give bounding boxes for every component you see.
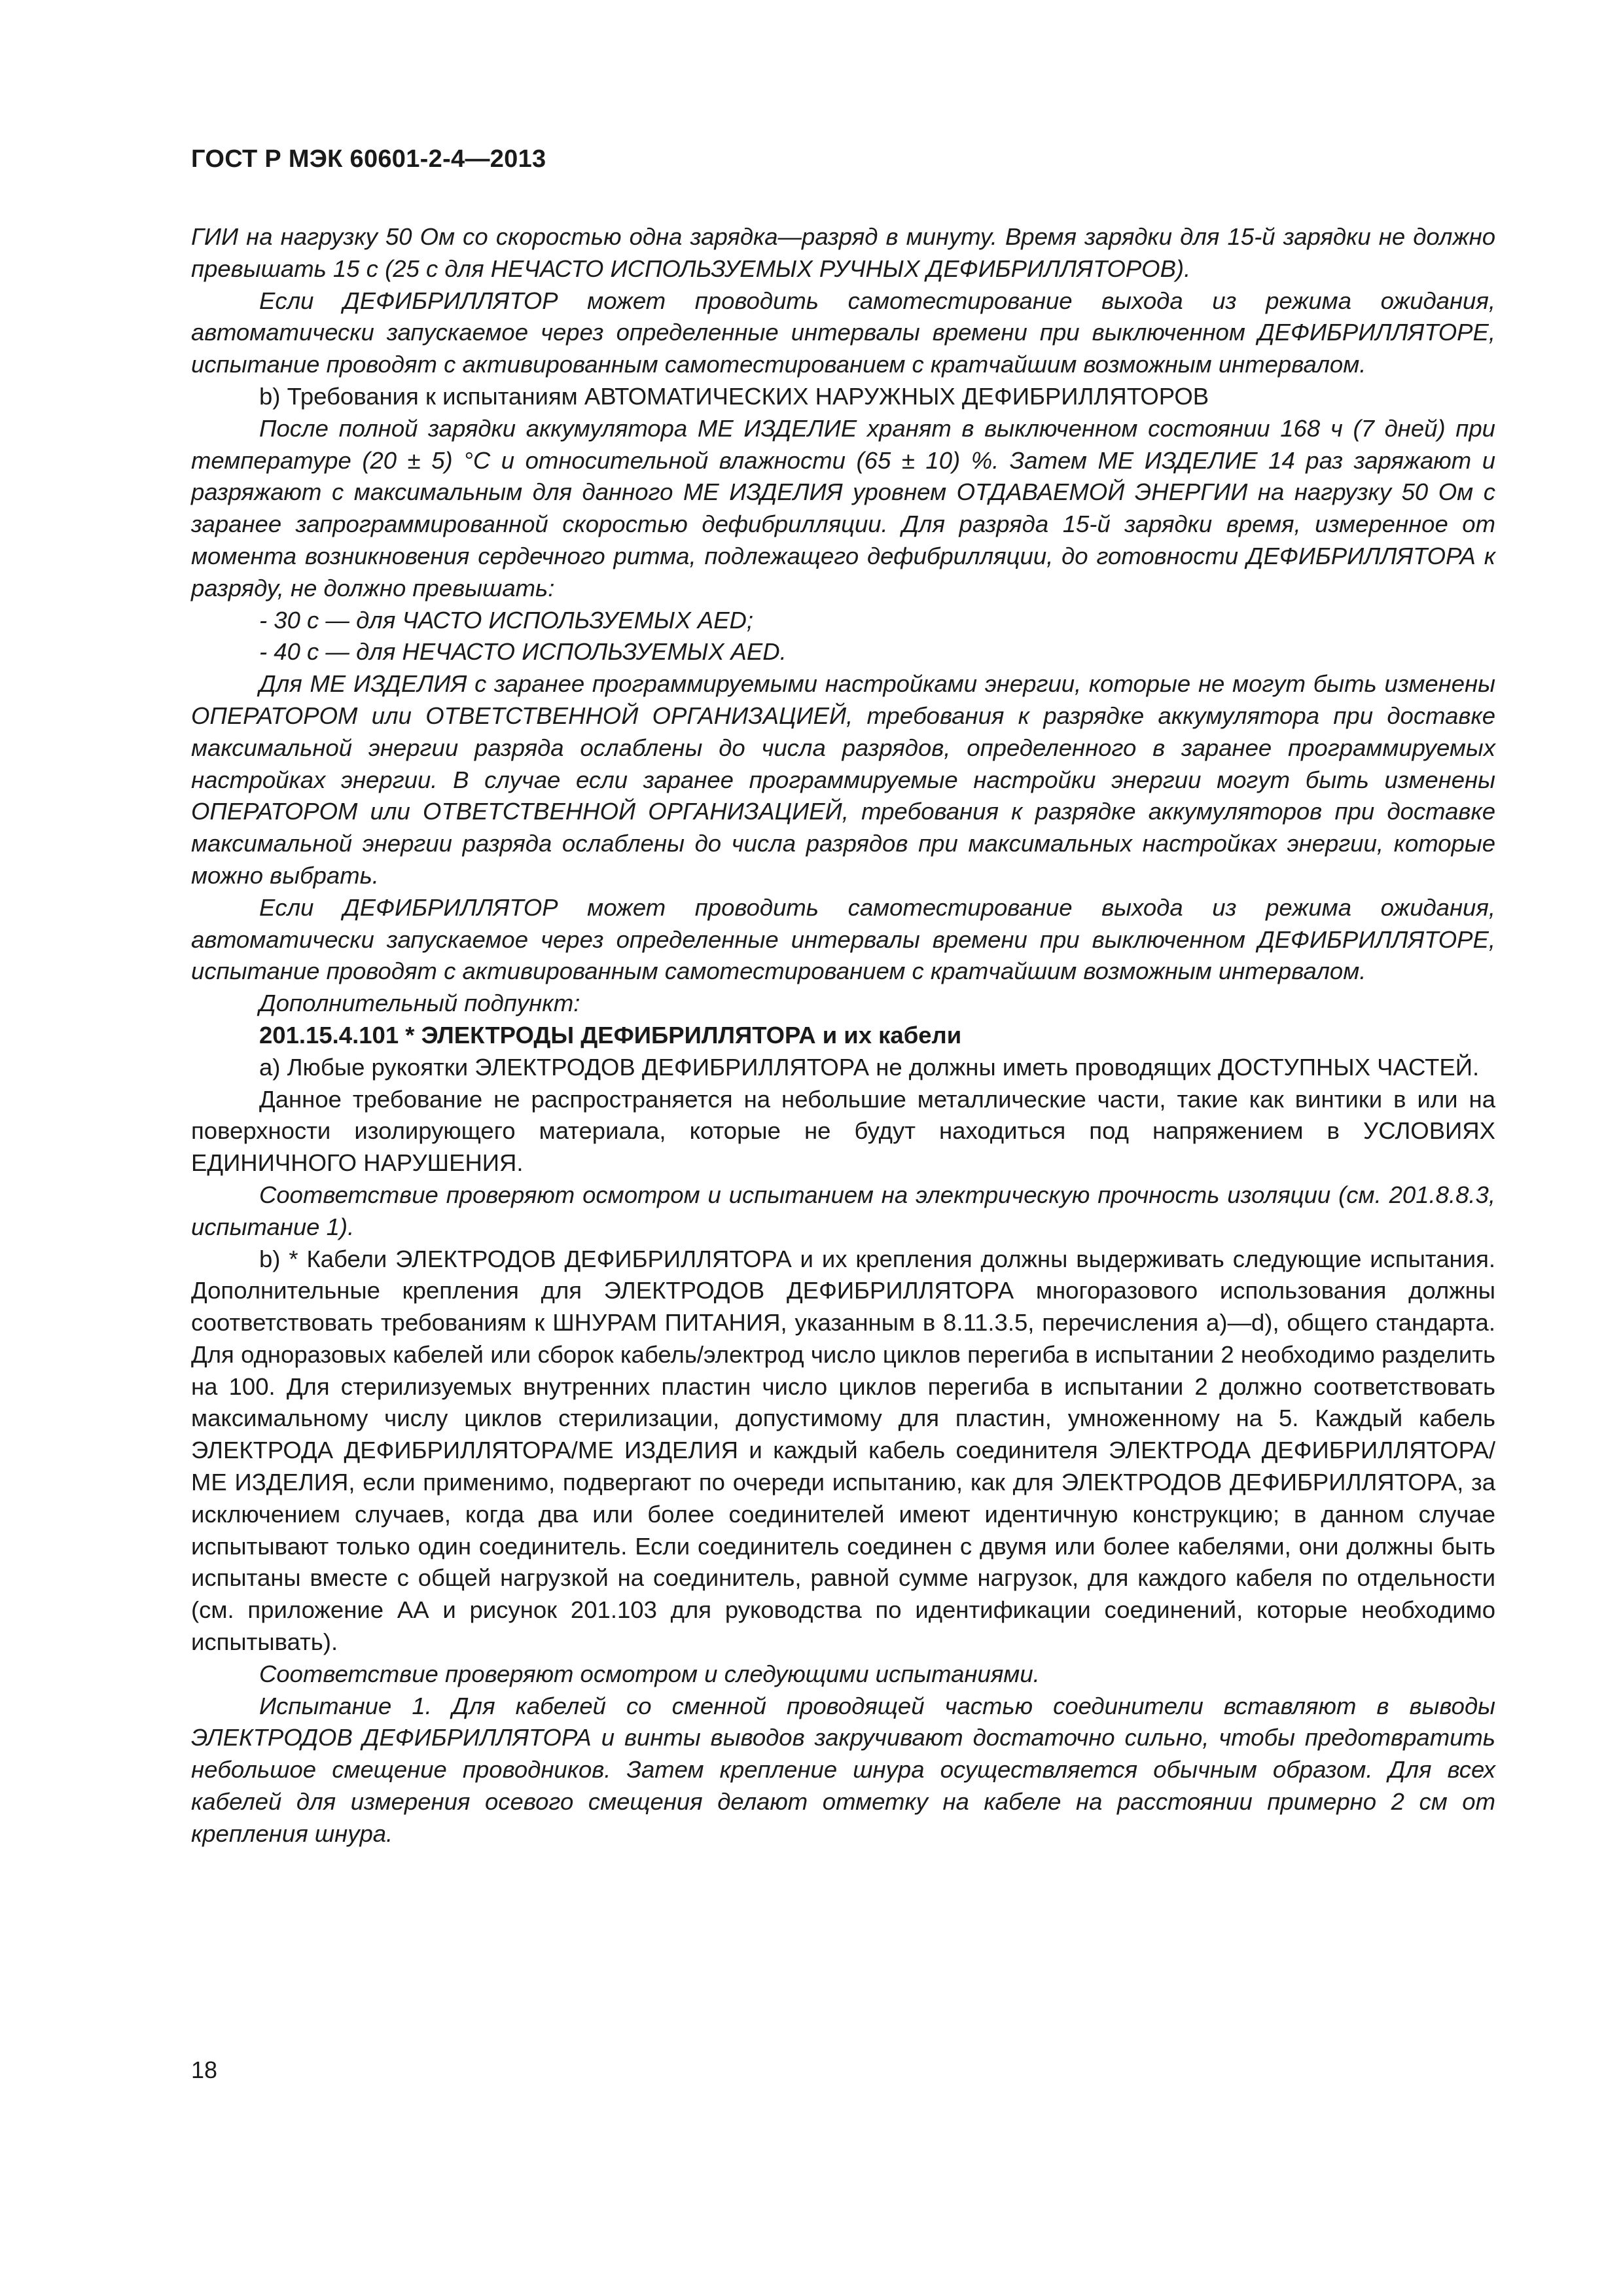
paragraph-self-test-manual: Если ДЕФИБРИЛЛЯТОР может проводить самотестирование выхода из режима ожидания, автоматически запускаемое через определенные интервалы времени при выключенном ДЕФИБРИЛЛЯТОРЕ, испытание проводят с активированным самотестированием с кратчайшим возможным интервалом.: [191, 287, 1495, 378]
paragraph-compliance-insulation: Соответствие проверяют осмотром и испытанием на электрическую прочность изоляции (см. 201.8.8.3, испытание 1).: [191, 1181, 1495, 1240]
paragraph-handles-requirement: a) Любые рукоятки ЭЛЕКТРОДОВ ДЕФИБРИЛЛЯТОРА не должны иметь проводящих ДОСТУПНЫХ ЧАСТЕЙ.: [259, 1053, 1480, 1081]
paragraph-cable-tests: b) * Кабели ЭЛЕКТРОДОВ ДЕФИБРИЛЛЯТОРА и их крепления должны выдерживать следующие испытания. Дополнительные крепления для ЭЛЕКТРОДОВ ДЕФИБРИЛЛЯТОРА многоразового использования должны соответствовать требованиям к ШНУРАМ ПИТАНИЯ, указанным в 8.11.3.5, перечисления а)—d), общего стандарта. Для одноразовых кабелей или сборок кабель/электрод число циклов перегиба в испытании 2 необходимо разделить на 100. Для стерилизуемых внутренних пластин число циклов перегиба в испытании 2 должно соответствовать максимальному числу циклов стерилизации, допустимому для пластин, умноженному на 5. Каждый кабель ЭЛЕКТРОДА ДЕФИБРИЛЛЯТОРА/МЕ ИЗДЕЛИЯ и каждый кабель соединителя ЭЛЕКТРОДА ДЕФИБРИЛЛЯТОРА/МЕ ИЗДЕЛИЯ, если применимо, подвергают по очереди испытанию, как для ЭЛЕКТРОДОВ ДЕФИБРИЛЛЯТОРА, за исключением случаев, когда два или более соединителей имеют идентичную конструкцию; в данном случае испытывают только один соединитель. Если соединитель соединен с двумя или более кабелями, они должны быть испытаны вместе с общей нагрузкой на соединитель, равной сумме нагрузок, для каждого кабеля по отдельности (см. приложение АА и рисунок 201.103 для руководства по идентификации соединений, которые необходимо испытывать).: [191, 1245, 1495, 1656]
paragraph-charge-time-continuation: ГИИ на нагрузку 50 Ом со скоростью одна зарядка—разряд в минуту. Время зарядки для 15-й зарядки не должно превышать 15 с (25 с для НЕЧАСТО ИСПОЛЬЗУЕМЫХ РУЧНЫХ ДЕФИБРИЛЛЯТОРОВ).: [191, 223, 1495, 282]
standard-header: ГОСТ Р МЭК 60601-2-4—2013: [191, 145, 546, 173]
paragraph-test-1: Испытание 1. Для кабелей со сменной проводящей частью соединители вставляют в выводы ЭЛЕКТРОДОВ ДЕФИБРИЛЛЯТОРА и винты выводов закручивают достаточно сильно, чтобы предотвратить небольшое смещение проводников. Затем крепление шнура осуществляется обычным образом. Для всех кабелей для измерения осевого смещения делают отметку на кабеле на расстоянии примерно 2 см от крепления шнура.: [191, 1692, 1495, 1847]
paragraph-self-test-aed: Если ДЕФИБРИЛЛЯТОР может проводить самотестирование выхода из режима ожидания, автоматически запускаемое через определенные интервалы времени при выключенном ДЕФИБРИЛЛЯТОРЕ, испытание проводят с активированным самотестированием с кратчайшим возможным интервалом.: [191, 893, 1495, 985]
list-item-infrequent-aed: - 40 с — для НЕЧАСТО ИСПОЛЬЗУЕМЫХ AED.: [259, 638, 787, 666]
page-number: 18: [191, 2056, 218, 2083]
list-item-frequent-aed: - 30 с — для ЧАСТО ИСПОЛЬЗУЕМЫХ AED;: [259, 606, 754, 634]
section-heading-electrodes: 201.15.4.101 * ЭЛЕКТРОДЫ ДЕФИБРИЛЛЯТОРА и их кабели: [259, 1021, 962, 1049]
document-body: [191, 221, 1495, 1850]
paragraph-compliance-tests: Соответствие проверяют осмотром и следующими испытаниями.: [259, 1660, 1040, 1687]
paragraph-metal-parts-exception: Данное требование не распространяется на небольшие металлические части, такие как винтики в или на поверхности изолирующего материала, которые не будут находиться под напряжением в УСЛОВИЯХ ЕДИНИЧНОГО НАРУШЕНИЯ.: [191, 1085, 1495, 1177]
paragraph-preprogrammed-energy: Для МЕ ИЗДЕЛИЯ с заранее программируемыми настройками энергии, которые не могут быть изменены ОПЕРАТОРОМ или ОТВЕТСТВЕННОЙ ОРГАНИЗАЦИЕЙ, требования к разрядке аккумулятора при доставке максимальной энергии разряда ослаблены до числа разрядов, определенного в заранее программируемых настройках энергии. В случае если заранее программируемые настройки энергии могут быть изменены ОПЕРАТОРОМ или ОТВЕТСТВЕННОЙ ОРГАНИЗАЦИЕЙ, требования к разрядке аккумуляторов при доставке максимальной энергии разряда ослаблены до числа разрядов при максимальных настройках энергии, которые можно выбрать.: [191, 670, 1495, 889]
subheading-aed-test-requirements: b) Требования к испытаниям АВТОМАТИЧЕСКИХ НАРУЖНЫХ ДЕФИБРИЛЛЯТОРОВ: [259, 382, 1209, 410]
paragraph-aed-storage-test: После полной зарядки аккумулятора МЕ ИЗДЕЛИЕ хранят в выключенном состоянии 168 ч (7 дней) при температуре (20 ± 5) °С и относительной влажности (65 ± 10) %. Затем МЕ ИЗДЕЛИЕ 14 раз заряжают и разряжают с максимальным для данного МЕ ИЗДЕЛИЯ уровнем ОТДАВАЕМОЙ ЭНЕРГИИ на нагрузку 50 Ом с заранее запрограммированной скоростью дефибрилляции. Для разряда 15-й зарядки время, измеренное от момента возникновения сердечного ритма, подлежащего дефибрилляции, до готовности ДЕФИБРИЛЛЯТОРА к разряду, не должно превышать:: [191, 414, 1495, 601]
additional-subclause-label: Дополнительный подпункт:: [259, 990, 580, 1017]
